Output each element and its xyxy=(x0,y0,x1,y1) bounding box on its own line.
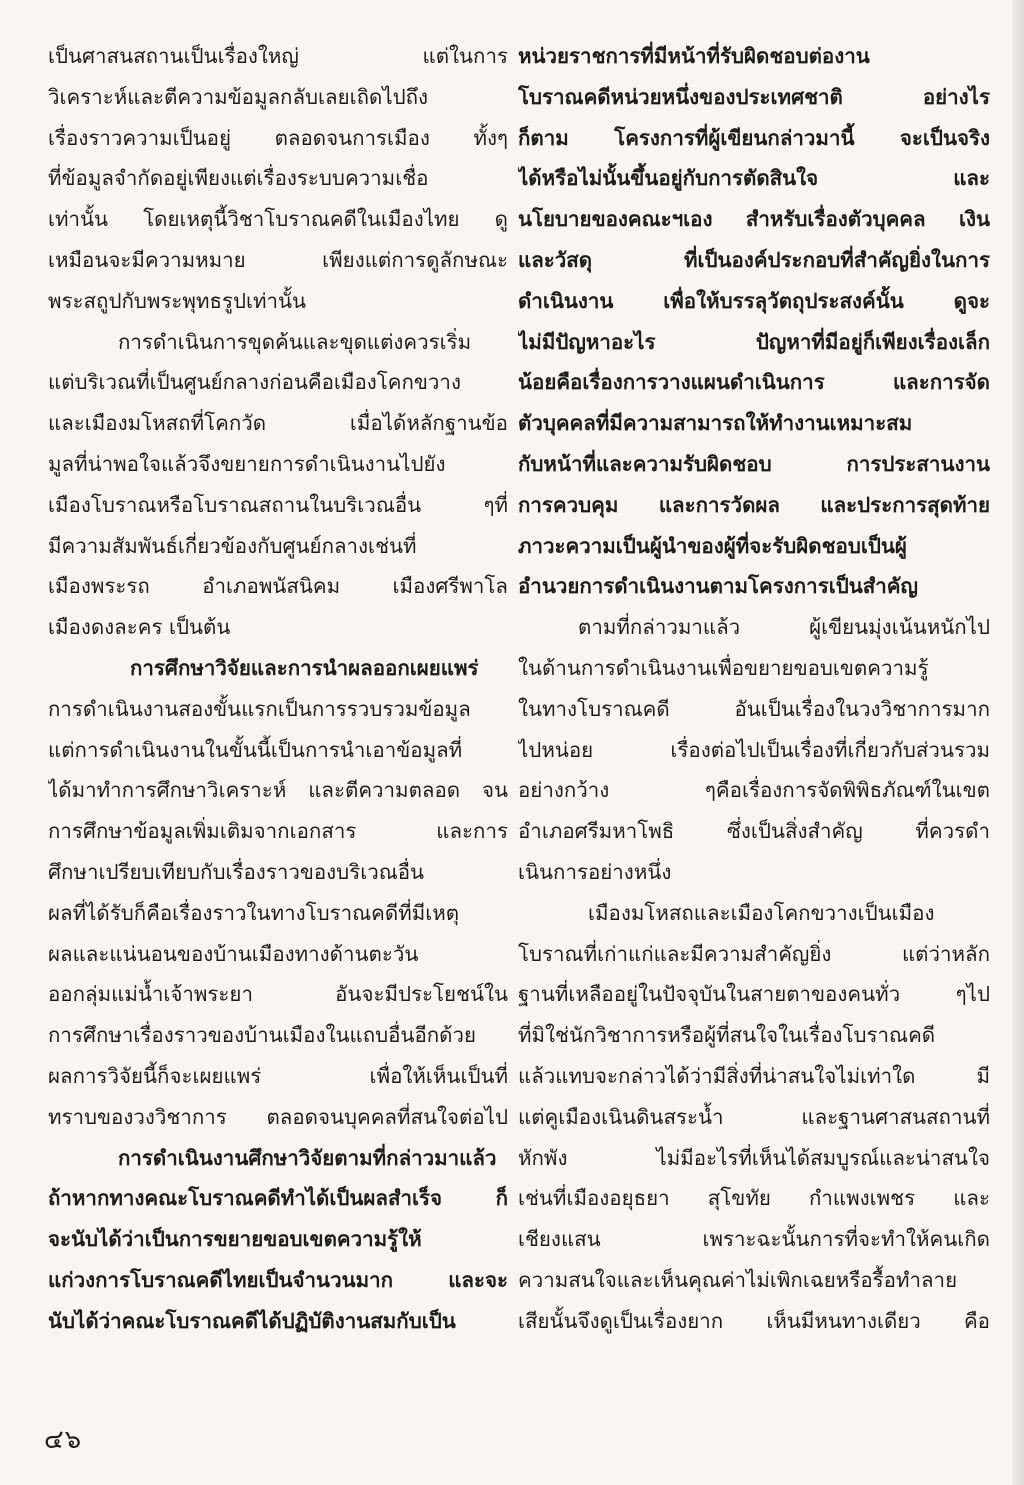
text-line: ในทางโบราณคดี อันเป็นเรื่องในวงวิชาการมาก xyxy=(518,696,990,721)
text-line: ได้หรือไม่นั้นขึ้นอยู่กับการตัดสินใจ และ xyxy=(518,166,990,191)
text-line: ตามที่กล่าวมาแล้ว ผู้เขียนมุ่งเน้นหนักไป xyxy=(578,615,990,640)
text-line: ทราบของวงวิชาการ ตลอดจนบุคคลที่สนใจต่อไป xyxy=(48,1104,508,1129)
text-line: และเมืองมโหสถที่โคกวัด เมื่อได้หลักฐานข้อ xyxy=(48,411,508,436)
text-line: ผลการวิจัยนี้ก็จะเผยแพร่ เพื่อให้เห็นเป็นที่ xyxy=(48,1063,508,1088)
text-line: ถ้าหากทางคณะโบราณคดีทำได้เป็นผลสำเร็จ ก็ xyxy=(48,1186,508,1211)
text-line: ผลที่ได้รับก็คือเรื่องราวในทางโบราณคดีที่มีเหตุ xyxy=(48,900,460,925)
text-line: หักพัง ไม่มีอะไรที่เห็นได้สมบูรณ์และน่าสนใจ xyxy=(518,1145,990,1170)
section-heading: การศึกษาวิจัยและการนำผลออกเผยแพร่ xyxy=(130,655,479,680)
text-line: อย่างกว้าง ๆคือเรื่องการจัดพิพิธภัณฑ์ในเขต xyxy=(518,778,990,803)
text-line: ไปหน่อย เรื่องต่อไปเป็นเรื่องที่เกี่ยวกับส่วนรวม xyxy=(518,737,990,762)
text-line: กับหน้าที่และความรับผิดชอบ การประสานงาน xyxy=(518,451,990,476)
text-line: ผลและแน่นอนของบ้านเมืองทางด้านตะวัน xyxy=(48,941,419,966)
text-line: ในด้านการดำเนินงานเพื่อขยายขอบเขตความรู้ xyxy=(518,655,929,680)
text-line: วิเคราะห์และตีความข้อมูลกลับเลยเถิดไปถึง xyxy=(48,84,429,109)
text-line: น้อยคือเรื่องการวางแผนดำเนินการ และการจัด xyxy=(518,370,990,395)
text-line: การศึกษาข้อมูลเพิ่มเติมจากเอกสาร และการ xyxy=(48,819,508,844)
text-line: โบราณที่เก่าแก่และมีความสำคัญยิ่ง แต่ว่าหลัก xyxy=(518,941,990,966)
left-text-column xyxy=(48,36,508,1342)
text-line: ตัวบุคคลที่มีความสามารถให้ทำงานเหมาะสม xyxy=(518,411,913,436)
text-line: พระสถูปกับพระพุทธรูปเท่านั้น xyxy=(48,288,307,313)
text-line: แต่การดำเนินงานในขั้นนี้เป็นการนำเอาข้อมูลที่ xyxy=(48,737,463,762)
text-line: เรื่องราวความเป็นอยู่ ตลอดจนการเมือง ทั้งๆ xyxy=(48,125,508,150)
text-line: การดำเนินงานศึกษาวิจัยตามที่กล่าวมาแล้ว xyxy=(118,1145,497,1170)
text-line: เท่านั้น โดยเหตุนี้วิชาโบราณคดีในเมืองไทย ดู xyxy=(48,207,508,232)
text-line: ที่มิใช่นักวิชาการหรือผู้ที่สนใจในเรื่องโบราณคดี xyxy=(518,1023,936,1048)
text-line: การควบคุม และการวัดผล และประการสุดท้าย xyxy=(518,492,990,517)
text-line: เมืองดงละคร เป็นต้น xyxy=(48,615,231,640)
text-line: อำเภอศรีมหาโพธิ ซึ่งเป็นสิ่งสำคัญ ที่ควรดำ xyxy=(518,819,990,844)
text-line: ไม่มีปัญหาอะไร ปัญหาที่มีอยู่ก็เพียงเรื่องเล็ก xyxy=(518,329,990,354)
text-line: จะนับได้ว่าเป็นการขยายขอบเขตความรู้ให้ xyxy=(48,1227,422,1252)
text-line: แก่วงการโบราณคดีไทยเป็นจำนวนมาก และจะ xyxy=(48,1267,508,1292)
text-line: ภาวะความเป็นผู้นำของผู้ที่จะรับผิดชอบเป็นผู้ xyxy=(518,533,907,558)
text-line: แต่คูเมืองเนินดินสระน้ำ และฐานศาสนสถานที่ xyxy=(518,1104,990,1129)
text-line: และวัสดุ ที่เป็นองค์ประกอบที่สำคัญยิ่งในการ xyxy=(518,247,990,272)
text-line: เสียนั้นจึงดูเป็นเรื่องยาก เห็นมีหนทางเดียว คือ xyxy=(518,1308,990,1333)
text-line: แต่บริเวณที่เป็นศูนย์กลางก่อนคือเมืองโคกขวาง xyxy=(48,370,461,395)
text-line: หน่วยราชการที่มีหน้าที่รับผิดชอบต่องาน xyxy=(518,44,870,68)
text-line: ความสนใจและเห็นคุณค่าไม่เพิกเฉยหรือรื้อทำลาย xyxy=(518,1267,958,1292)
text-line: เหมือนจะมีความหมาย เพียงแต่การดูลักษณะ xyxy=(48,247,508,272)
text-line: เป็นศาสนสถานเป็นเรื่องใหญ่ แต่ในการ xyxy=(48,44,508,68)
text-line: เชียงแสน เพราะฉะนั้นการที่จะทำให้คนเกิด xyxy=(518,1227,990,1252)
text-line: ออกลุ่มแม่น้ำเจ้าพระยา อันจะมีประโยชน์ใน xyxy=(48,982,508,1007)
page-edge-shadow xyxy=(1012,0,1024,1485)
text-line: มูลที่น่าพอใจแล้วจึงขยายการดำเนินงานไปยัง xyxy=(48,451,446,476)
text-line: มีความสัมพันธ์เกี่ยวข้องกับศูนย์กลางเช่นที่ xyxy=(48,533,417,558)
text-line: โบราณคดีหน่วยหนึ่งของประเทศชาติ อย่างไร xyxy=(518,84,990,109)
text-line: การดำเนินการขุดค้นและขุดแต่งควรเริ่ม xyxy=(118,329,472,354)
text-line: ก็ตาม โครงการที่ผู้เขียนกล่าวมานี้ จะเป็นจริง xyxy=(518,125,990,150)
text-line: เนินการอย่างหนึ่ง xyxy=(518,859,672,884)
text-line: เช่นที่เมืองอยุธยา สุโขทัย กำแพงเพชร และ xyxy=(518,1186,990,1211)
text-line: อำนวยการดำเนินงานตามโครงการเป็นสำคัญ xyxy=(518,574,918,599)
text-line: ที่ข้อมูลจำกัดอยู่เพียงแต่เรื่องระบบความเชื่อ xyxy=(48,166,429,191)
text-line: ฐานที่เหลืออยู่ในปัจจุบันในสายตาของคนทั่ว ๆไป xyxy=(518,982,990,1007)
text-line: เมืองโบราณหรือโบราณสถานในบริเวณอื่น ๆที่ xyxy=(48,492,508,517)
text-line: นโยบายของคณะฯเอง สำหรับเรื่องตัวบุคคล เงิน xyxy=(518,207,990,232)
right-text-column xyxy=(518,36,990,1342)
text-line: แล้วแทบจะกล่าวได้ว่ามีสิ่งที่น่าสนใจไม่เท่าใด มี xyxy=(518,1063,990,1088)
text-line: ได้มาทำการศึกษาวิเคราะห์ และตีความตลอด จน xyxy=(48,778,508,803)
text-line: ศึกษาเปรียบเทียบกับเรื่องราวของบริเวณอื่น xyxy=(48,859,425,884)
text-line: ดำเนินงาน เพื่อให้บรรลุวัตถุประสงค์นั้น ดูจะ xyxy=(518,288,990,313)
text-line: การศึกษาเรื่องราวของบ้านเมืองในแถบอื่นอีกด้วย xyxy=(48,1023,477,1048)
text-line: เมืองมโหสถและเมืองโคกขวางเป็นเมือง xyxy=(588,900,935,925)
page-number: ๔๖ xyxy=(44,1425,83,1455)
text-line: การดำเนินงานสองขั้นแรกเป็นการรวบรวมข้อมูล xyxy=(48,696,471,721)
text-line: เมืองพระรถ อำเภอพนัสนิคม เมืองศรีพาโล xyxy=(48,574,508,599)
text-line: นับได้ว่าคณะโบราณคดีได้ปฏิบัติงานสมกับเป็น xyxy=(48,1308,456,1333)
